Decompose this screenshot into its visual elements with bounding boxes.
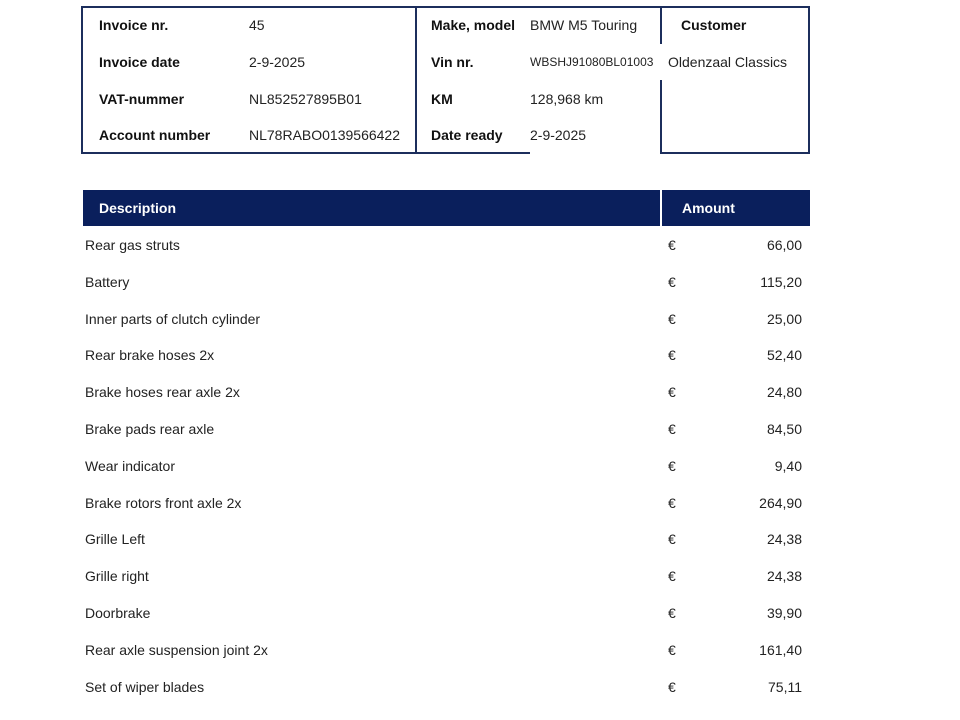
line-item-amount: 9,40: [774, 457, 802, 474]
line-item-amount: 75,11: [768, 678, 802, 695]
line-item-amount: 115,20: [760, 273, 802, 290]
line-item-amount: 24,38: [766, 568, 802, 585]
invoice-nr-label: Invoice nr.: [99, 17, 169, 33]
customer-label: Customer: [681, 17, 747, 33]
line-item-amount: 39,90: [766, 604, 802, 621]
currency-symbol: €: [668, 604, 676, 621]
table-row: [83, 228, 810, 265]
line-item-amount: 264,90: [759, 494, 802, 511]
km-value: 128,968 km: [530, 91, 604, 107]
line-item-amount: 161,40: [759, 641, 802, 658]
currency-symbol: €: [668, 347, 676, 364]
line-item-description: Doorbrake: [85, 604, 151, 621]
invoice-date-label: Invoice date: [99, 54, 180, 70]
make-model-label: Make, model: [431, 17, 516, 33]
line-item-description: Brake hoses rear axle 2x: [85, 384, 240, 401]
currency-symbol: €: [668, 678, 676, 695]
currency-symbol: €: [668, 237, 676, 253]
vin-label: Vin nr.: [431, 54, 474, 70]
currency-symbol: €: [668, 457, 676, 474]
line-item-amount: 24,38: [766, 531, 802, 548]
date-ready-label: Date ready: [431, 127, 503, 143]
table-row: [83, 559, 810, 596]
line-items-table: [83, 228, 810, 706]
vat-value: NL852527895B01: [249, 91, 362, 107]
currency-symbol: €: [668, 641, 676, 658]
line-item-amount: 66,00: [766, 237, 802, 253]
table-row: [83, 596, 810, 633]
line-item-description: Rear brake hoses 2x: [85, 347, 215, 364]
invoice-nr-value: 45: [249, 17, 265, 33]
make-model-value: BMW M5 Touring: [530, 17, 638, 33]
table-row: [83, 338, 810, 375]
table-row: [83, 670, 810, 707]
column-header-description: Description: [83, 190, 660, 226]
line-item-description: Inner parts of clutch cylinder: [85, 310, 261, 327]
table-row: [83, 522, 810, 559]
table-row: [83, 412, 810, 449]
currency-symbol: €: [668, 494, 676, 511]
currency-symbol: €: [668, 420, 676, 437]
line-item-amount: 25,00: [766, 310, 802, 327]
line-item-description: Battery: [85, 273, 130, 290]
vehicle-box-bottom-border: [415, 152, 530, 154]
date-ready-value: 2-9-2025: [530, 127, 587, 143]
line-item-description: Brake rotors front axle 2x: [85, 494, 242, 511]
line-item-amount: 52,40: [766, 347, 802, 364]
km-label: KM: [431, 91, 453, 107]
account-number-label: Account number: [99, 127, 211, 143]
currency-symbol: €: [668, 568, 676, 585]
table-row: [83, 449, 810, 486]
line-item-description: Wear indicator: [85, 457, 176, 474]
customer-value: Oldenzaal Classics: [668, 54, 788, 70]
currency-symbol: €: [668, 310, 676, 327]
line-item-description: Grille right: [85, 568, 149, 585]
vin-value: WBSHJ91080BL01003: [530, 55, 654, 69]
table-row: [83, 302, 810, 339]
currency-symbol: €: [668, 384, 676, 401]
account-number-value: NL78RABO0139566422: [249, 127, 401, 143]
line-item-amount: 84,50: [766, 420, 802, 437]
line-item-description: Rear axle suspension joint 2x: [85, 641, 268, 658]
table-row: [83, 486, 810, 523]
column-header-amount: Amount: [662, 190, 810, 226]
vat-label: VAT-nummer: [99, 91, 185, 107]
line-item-description: Brake pads rear axle: [85, 420, 215, 437]
line-item-description: Grille Left: [85, 531, 145, 548]
invoice-date-value: 2-9-2025: [249, 54, 306, 70]
line-item-description: Set of wiper blades: [85, 678, 205, 695]
table-row: [83, 633, 810, 670]
line-item-amount: 24,80: [766, 384, 802, 401]
table-row: [83, 375, 810, 412]
currency-symbol: €: [668, 531, 676, 548]
currency-symbol: €: [668, 273, 676, 290]
line-item-description: Rear gas struts: [85, 237, 180, 253]
table-row: [83, 265, 810, 302]
